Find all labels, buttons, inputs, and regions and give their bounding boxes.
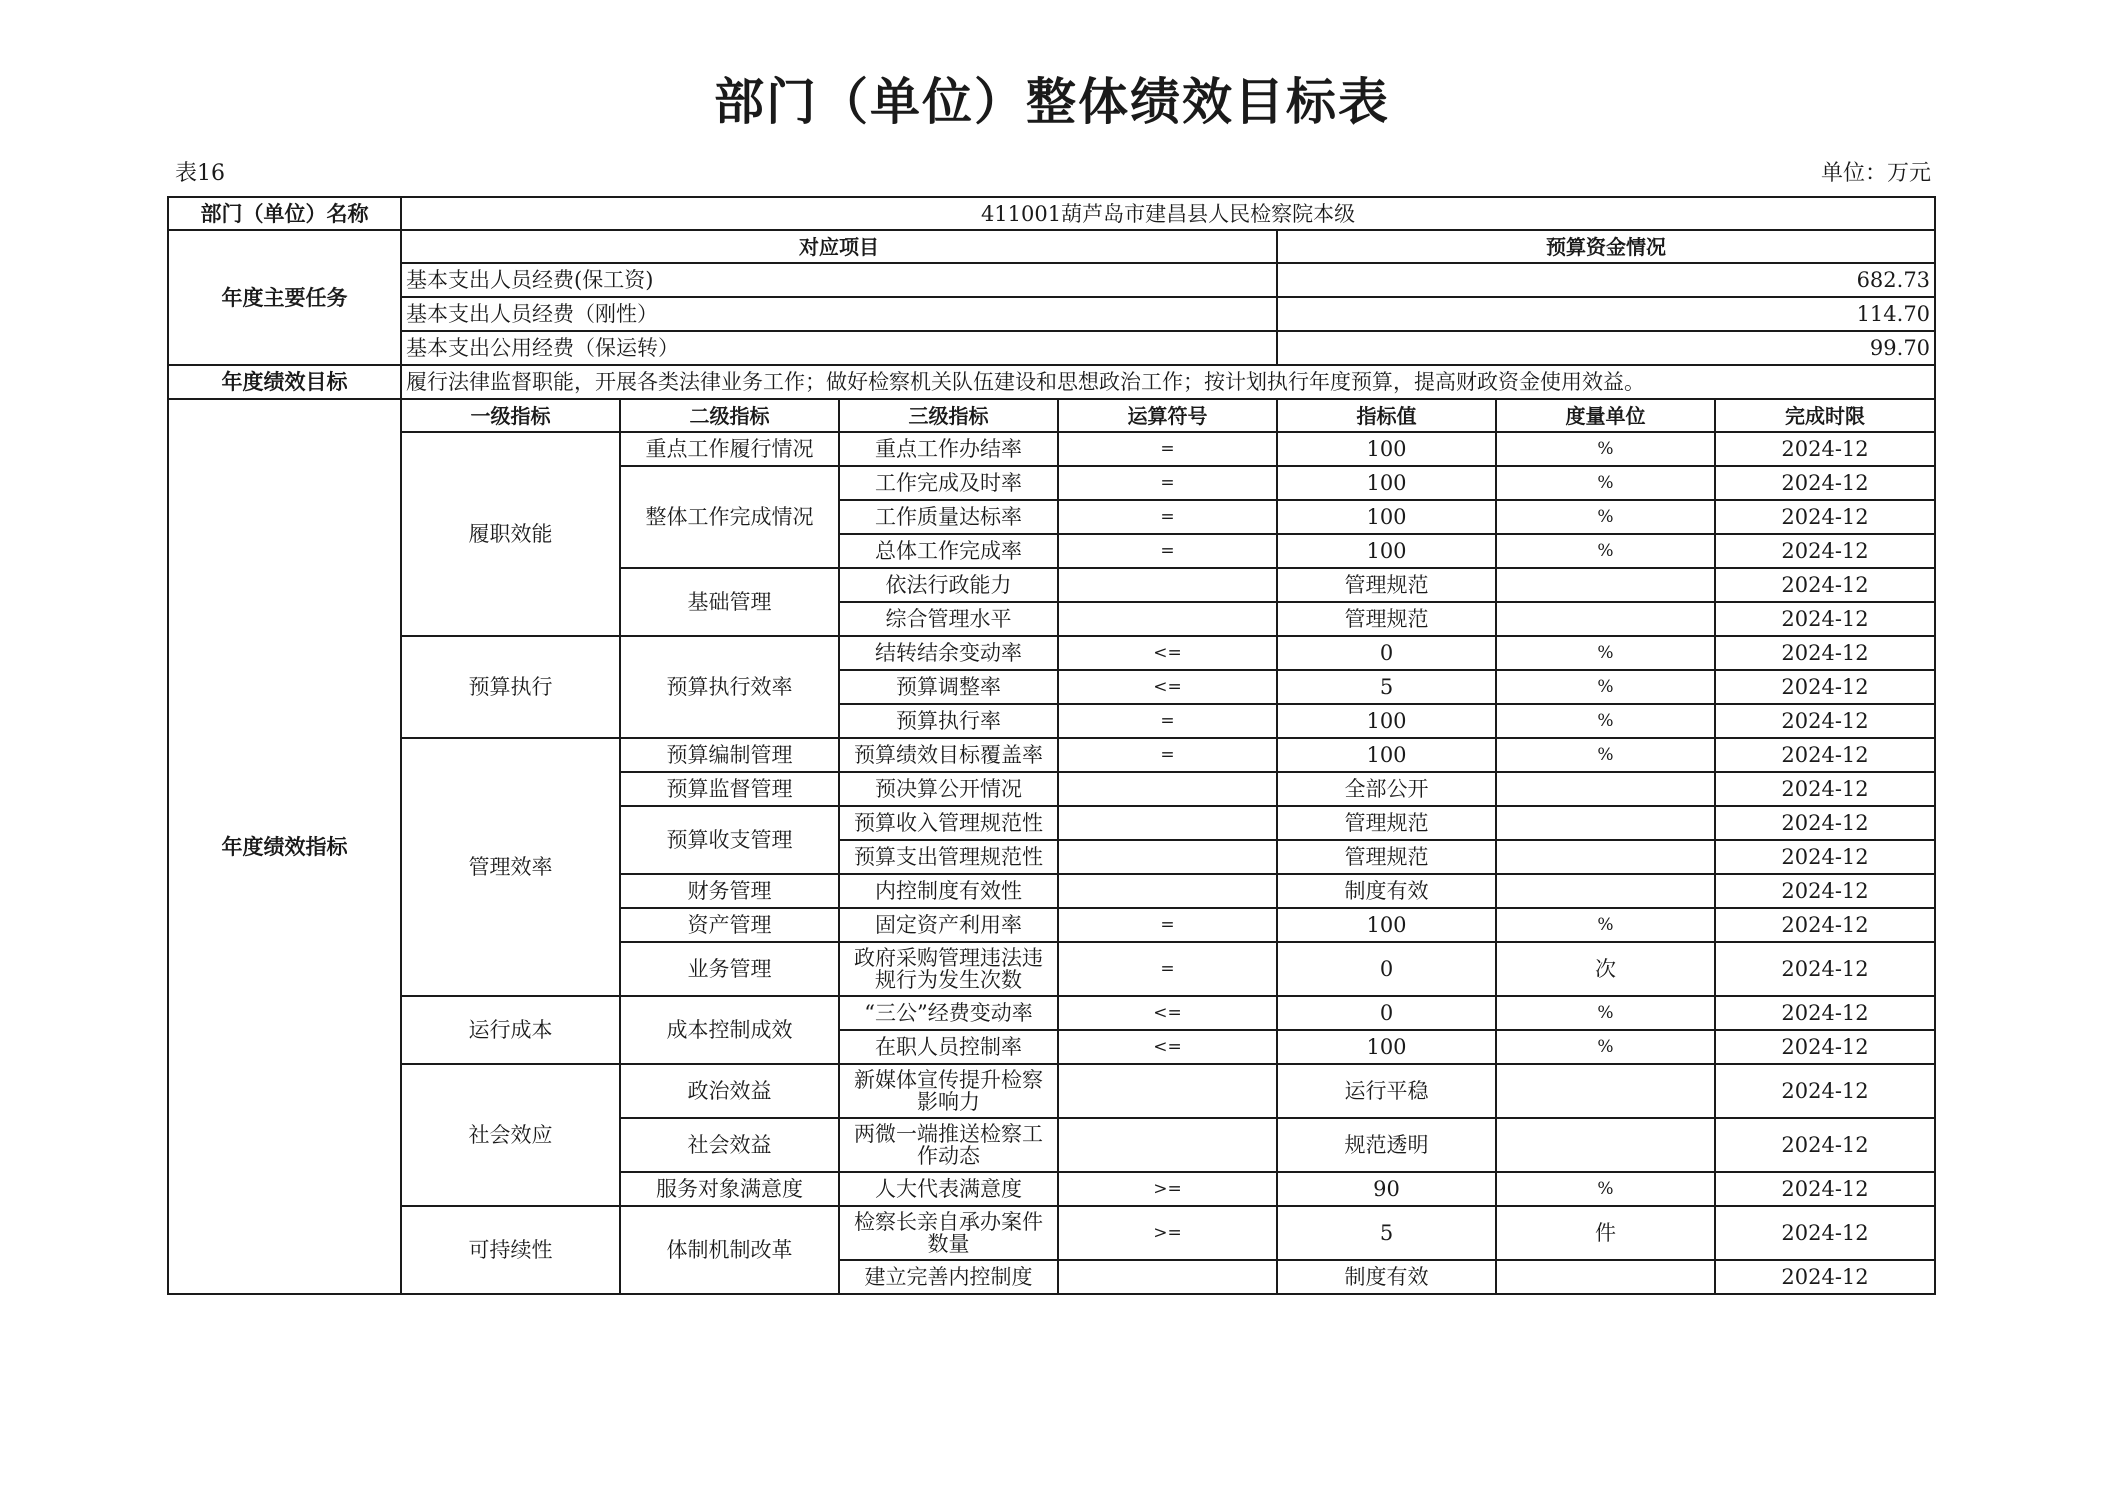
level3-indicator: 人大代表满意度 [839, 1172, 1058, 1206]
level3-indicator: 预算收入管理规范性 [839, 806, 1058, 840]
indicator-value: 0 [1277, 942, 1496, 996]
indicator-row [168, 1206, 1935, 1260]
task-row [168, 331, 1935, 365]
operator: >= [1058, 1206, 1277, 1260]
indicator-value: 100 [1277, 704, 1496, 738]
operator [1058, 806, 1277, 840]
measure-unit [1496, 1118, 1715, 1172]
level2-indicator: 服务对象满意度 [620, 1172, 839, 1206]
deadline: 2024-12 [1715, 806, 1935, 840]
indicator-value: 管理规范 [1277, 806, 1496, 840]
operator [1058, 602, 1277, 636]
measure-unit: % [1496, 466, 1715, 500]
measure-unit: 件 [1496, 1206, 1715, 1260]
level3-indicator: 预算绩效目标覆盖率 [839, 738, 1058, 772]
level3-indicator: 内控制度有效性 [839, 874, 1058, 908]
measure-unit: % [1496, 996, 1715, 1030]
operator: <= [1058, 1030, 1277, 1064]
level1-indicator: 可持续性 [401, 1206, 620, 1294]
level2-indicator: 预算编制管理 [620, 738, 839, 772]
operator [1058, 874, 1277, 908]
measure-unit: % [1496, 704, 1715, 738]
indicator-value: 100 [1277, 738, 1496, 772]
task-item: 基本支出公用经费（保运转） [401, 331, 1277, 365]
indicator-value: 100 [1277, 908, 1496, 942]
indicator-value: 制度有效 [1277, 1260, 1496, 1294]
deadline: 2024-12 [1715, 1172, 1935, 1206]
level3-indicator: 结转结余变动率 [839, 636, 1058, 670]
measure-unit [1496, 772, 1715, 806]
level3-indicator: “三公”经费变动率 [839, 996, 1058, 1030]
measure-unit: % [1496, 1030, 1715, 1064]
goal-text: 履行法律监督职能，开展各类法律业务工作；做好检察机关队伍建设和思想政治工作；按计划执行年度预算，提高财政资金使用效益。 [401, 365, 1935, 399]
indicator-value: 管理规范 [1277, 602, 1496, 636]
level3-indicator: 固定资产利用率 [839, 908, 1058, 942]
deadline: 2024-12 [1715, 908, 1935, 942]
level3-indicator: 重点工作办结率 [839, 432, 1058, 466]
indicator-value: 管理规范 [1277, 840, 1496, 874]
measure-unit: % [1496, 1172, 1715, 1206]
task-amount: 99.70 [1277, 331, 1935, 365]
deadline: 2024-12 [1715, 1030, 1935, 1064]
measure-unit [1496, 840, 1715, 874]
indicator-value: 规范透明 [1277, 1118, 1496, 1172]
operator: <= [1058, 996, 1277, 1030]
level3-indicator: 综合管理水平 [839, 602, 1058, 636]
deadline: 2024-12 [1715, 670, 1935, 704]
indicator-value: 0 [1277, 636, 1496, 670]
level2-indicator: 成本控制成效 [620, 996, 839, 1064]
deadline: 2024-12 [1715, 874, 1935, 908]
level3-indicator: 建立完善内控制度 [839, 1260, 1058, 1294]
indicator-value: 运行平稳 [1277, 1064, 1496, 1118]
level2-indicator: 业务管理 [620, 942, 839, 996]
operator: = [1058, 534, 1277, 568]
level2-indicator: 预算监督管理 [620, 772, 839, 806]
deadline: 2024-12 [1715, 466, 1935, 500]
operator: = [1058, 942, 1277, 996]
header-unit: 度量单位 [1496, 399, 1715, 432]
dept-name: 411001葫芦岛市建昌县人民检察院本级 [401, 197, 1935, 230]
operator [1058, 840, 1277, 874]
indicator-value: 100 [1277, 1030, 1496, 1064]
level1-indicator: 运行成本 [401, 996, 620, 1064]
indicators-label: 年度绩效指标 [168, 399, 401, 1294]
deadline: 2024-12 [1715, 1118, 1935, 1172]
level3-indicator: 政府采购管理违法违规行为发生次数 [839, 942, 1058, 996]
header-value: 指标值 [1277, 399, 1496, 432]
measure-unit: % [1496, 908, 1715, 942]
measure-unit: % [1496, 738, 1715, 772]
operator: <= [1058, 670, 1277, 704]
deadline: 2024-12 [1715, 568, 1935, 602]
deadline: 2024-12 [1715, 602, 1935, 636]
indicator-value: 100 [1277, 432, 1496, 466]
measure-unit: % [1496, 636, 1715, 670]
performance-target-table [167, 196, 1936, 1295]
dept-row [168, 197, 1935, 230]
measure-unit: 次 [1496, 942, 1715, 996]
deadline: 2024-12 [1715, 1260, 1935, 1294]
task-row [168, 263, 1935, 297]
level2-indicator: 体制机制改革 [620, 1206, 839, 1294]
indicator-value: 5 [1277, 670, 1496, 704]
deadline: 2024-12 [1715, 738, 1935, 772]
measure-unit [1496, 806, 1715, 840]
level2-indicator: 预算收支管理 [620, 806, 839, 874]
task-amount: 114.70 [1277, 297, 1935, 331]
level1-indicator: 履职效能 [401, 432, 620, 636]
header-level2: 二级指标 [620, 399, 839, 432]
indicator-value: 管理规范 [1277, 568, 1496, 602]
tasks-budget-header: 预算资金情况 [1277, 230, 1935, 263]
operator: <= [1058, 636, 1277, 670]
operator: = [1058, 500, 1277, 534]
tasks-label: 年度主要任务 [168, 230, 401, 365]
indicator-row [168, 636, 1935, 670]
level3-indicator: 预决算公开情况 [839, 772, 1058, 806]
operator: = [1058, 466, 1277, 500]
level3-indicator: 预算执行率 [839, 704, 1058, 738]
unit-label: 单位：万元 [1820, 161, 1931, 186]
task-amount: 682.73 [1277, 263, 1935, 297]
operator: = [1058, 432, 1277, 466]
operator: = [1058, 738, 1277, 772]
measure-unit [1496, 1064, 1715, 1118]
indicator-row [168, 996, 1935, 1030]
level2-indicator: 基础管理 [620, 568, 839, 636]
header-level3: 三级指标 [839, 399, 1058, 432]
measure-unit [1496, 602, 1715, 636]
indicator-value: 90 [1277, 1172, 1496, 1206]
operator [1058, 1118, 1277, 1172]
indicator-value: 制度有效 [1277, 874, 1496, 908]
level2-indicator: 重点工作履行情况 [620, 432, 839, 466]
task-item: 基本支出人员经费(保工资) [401, 263, 1277, 297]
level2-indicator: 财务管理 [620, 874, 839, 908]
level3-indicator: 依法行政能力 [839, 568, 1058, 602]
deadline: 2024-12 [1715, 534, 1935, 568]
task-item: 基本支出人员经费（刚性） [401, 297, 1277, 331]
indicator-value: 100 [1277, 500, 1496, 534]
level1-indicator: 管理效率 [401, 738, 620, 996]
measure-unit: % [1496, 670, 1715, 704]
measure-unit [1496, 874, 1715, 908]
deadline: 2024-12 [1715, 1064, 1935, 1118]
measure-unit: % [1496, 432, 1715, 466]
indicator-value: 0 [1277, 996, 1496, 1030]
measure-unit: % [1496, 500, 1715, 534]
deadline: 2024-12 [1715, 942, 1935, 996]
level2-indicator: 资产管理 [620, 908, 839, 942]
level1-indicator: 社会效应 [401, 1064, 620, 1206]
level1-indicator: 预算执行 [401, 636, 620, 738]
measure-unit: % [1496, 534, 1715, 568]
measure-unit [1496, 568, 1715, 602]
tasks-header-row [168, 230, 1935, 263]
indicator-value: 100 [1277, 466, 1496, 500]
indicator-row [168, 1064, 1935, 1118]
level3-indicator: 工作完成及时率 [839, 466, 1058, 500]
deadline: 2024-12 [1715, 500, 1935, 534]
deadline: 2024-12 [1715, 432, 1935, 466]
indicator-header-row [168, 399, 1935, 432]
table-number: 表16 [175, 161, 225, 186]
header-level1: 一级指标 [401, 399, 620, 432]
header-operator: 运算符号 [1058, 399, 1277, 432]
indicator-value: 100 [1277, 534, 1496, 568]
level3-indicator: 在职人员控制率 [839, 1030, 1058, 1064]
deadline: 2024-12 [1715, 636, 1935, 670]
deadline: 2024-12 [1715, 996, 1935, 1030]
deadline: 2024-12 [1715, 840, 1935, 874]
operator [1058, 1260, 1277, 1294]
dept-label: 部门（单位）名称 [168, 197, 401, 230]
indicator-row [168, 432, 1935, 466]
level3-indicator: 检察长亲自承办案件数量 [839, 1206, 1058, 1260]
level3-indicator: 两微一端推送检察工作动态 [839, 1118, 1058, 1172]
level2-indicator: 政治效益 [620, 1064, 839, 1118]
deadline: 2024-12 [1715, 772, 1935, 806]
level3-indicator: 新媒体宣传提升检察影响力 [839, 1064, 1058, 1118]
indicator-row [168, 738, 1935, 772]
deadline: 2024-12 [1715, 1206, 1935, 1260]
operator: = [1058, 908, 1277, 942]
goal-row [168, 365, 1935, 399]
indicator-value: 全部公开 [1277, 772, 1496, 806]
tasks-item-header: 对应项目 [401, 230, 1277, 263]
level2-indicator: 整体工作完成情况 [620, 466, 839, 568]
deadline: 2024-12 [1715, 704, 1935, 738]
operator [1058, 1064, 1277, 1118]
level3-indicator: 总体工作完成率 [839, 534, 1058, 568]
measure-unit [1496, 1260, 1715, 1294]
indicator-value: 5 [1277, 1206, 1496, 1260]
task-row [168, 297, 1935, 331]
page-title: 部门（单位）整体绩效目标表 [714, 73, 1390, 131]
operator [1058, 568, 1277, 602]
level2-indicator: 社会效益 [620, 1118, 839, 1172]
level3-indicator: 工作质量达标率 [839, 500, 1058, 534]
level3-indicator: 预算调整率 [839, 670, 1058, 704]
header-deadline: 完成时限 [1715, 399, 1935, 432]
level2-indicator: 预算执行效率 [620, 636, 839, 738]
level3-indicator: 预算支出管理规范性 [839, 840, 1058, 874]
operator: = [1058, 704, 1277, 738]
operator [1058, 772, 1277, 806]
goal-label: 年度绩效目标 [168, 365, 401, 399]
operator: >= [1058, 1172, 1277, 1206]
